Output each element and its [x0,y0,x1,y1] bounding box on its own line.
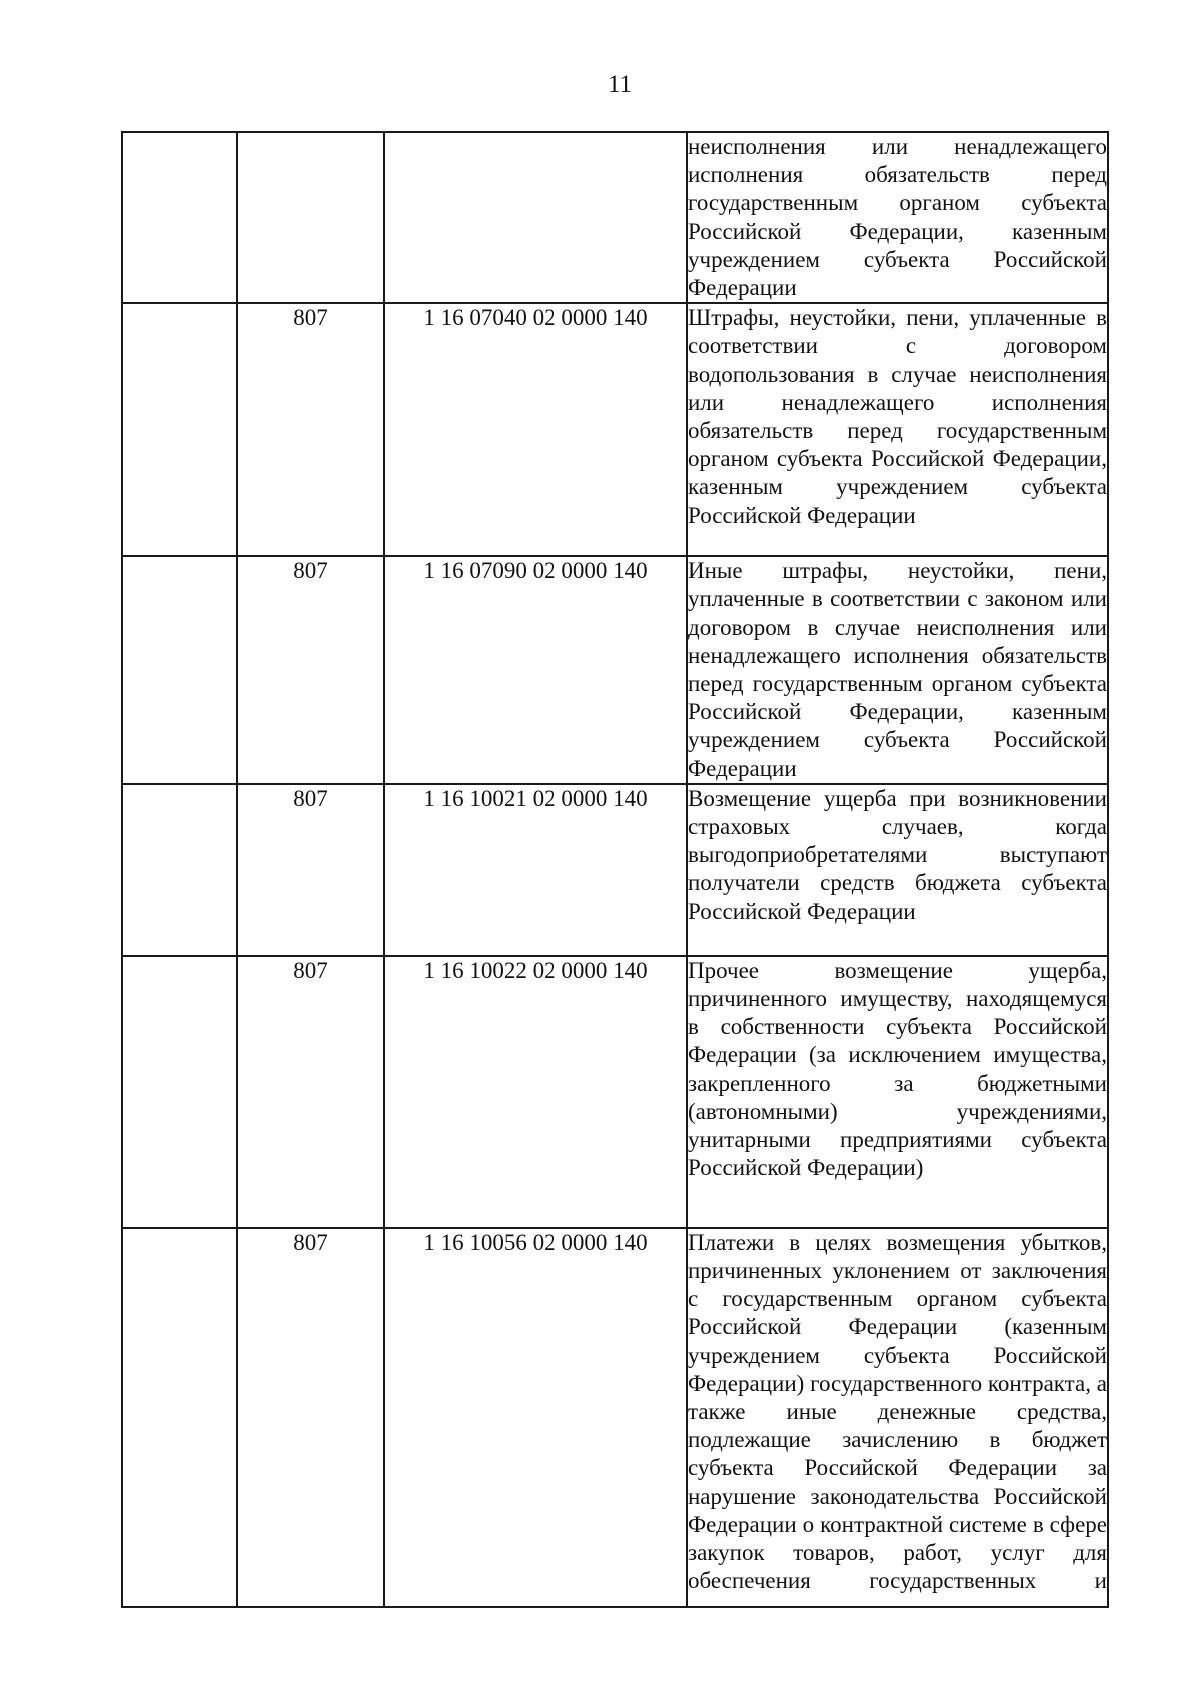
description-text: Платежи в целях возмещения убытков, причиненных уклонением от заключения с государственным органом субъекта Российской Федерации (казенным учреждением субъекта Российской Федерации) государственного контракта, а также иные денежные средства, подлежащие зачислению в бюджет субъекта Российской Федерации за нарушение законодательства Российской Федерации о контрактной системе в сфере закупок товаров, работ, услуг для обеспечения государственных и [688,1229,1107,1594]
description-text: Возмещение ущерба при возникновении страховых случаев, когда выгодоприобретателями выступают получатели средств бюджета субъекта Российской Федерации [688,785,1107,924]
admin-code-cell: 807 [237,303,384,556]
table-row [122,956,1108,1228]
description-cell [687,132,1108,303]
kbk-code-cell [384,132,687,303]
description-cell [687,1228,1108,1607]
table-row [122,1228,1108,1607]
kbk-code-cell: 1 16 10022 02 0000 140 [384,956,687,1228]
table-row [122,556,1108,784]
income-codes-table [121,131,1109,1608]
row-index-cell [122,1228,237,1607]
admin-code-cell: 807 [237,1228,384,1607]
description-cell [687,556,1108,784]
kbk-code-cell: 1 16 07040 02 0000 140 [384,303,687,556]
admin-code-cell: 807 [237,784,384,956]
description-cell [687,956,1108,1228]
table-row [122,132,1108,303]
kbk-code-cell: 1 16 10056 02 0000 140 [384,1228,687,1607]
page-number: 11 [607,71,633,98]
row-index-cell [122,956,237,1228]
description-text: Штрафы, неустойки, пени, уплаченные в соответствии с договором водопользования в случае неисполнения или ненадлежащего исполнения обязательств перед государственным органом субъекта Российской Федерации, казенным учреждением субъекта Российской Федерации [688,305,1107,528]
admin-code-cell [237,132,384,303]
description-cell [687,303,1108,556]
description-text: Иные штрафы, неустойки, пени, уплаченные в соответствии с законом или договором в случае неисполнения или ненадлежащего исполнения обязательств перед государственным органом субъекта Российской Федерации, казенным учреждением субъекта Российской Федерации [688,558,1107,781]
description-text: неисполнения или ненадлежащего исполнения обязательств перед государственным органом субъекта Российской Федерации, казенным учреждением субъекта Российской Федерации [688,134,1107,301]
row-index-cell [122,303,237,556]
admin-code-cell: 807 [237,556,384,784]
row-index-cell [122,784,237,956]
kbk-code-cell: 1 16 07090 02 0000 140 [384,556,687,784]
row-index-cell [122,132,237,303]
table-row [122,303,1108,556]
kbk-code-cell: 1 16 10021 02 0000 140 [384,784,687,956]
description-text: Прочее возмещение ущерба, причиненного имуществу, находящемуся в собственности субъекта Российской Федерации (за исключением имущества, закрепленного за бюджетными (автономными) учреждениями, унитарными предприятиями субъекта Российской Федерации) [688,957,1107,1181]
admin-code-cell: 807 [237,956,384,1228]
description-cell [687,784,1108,956]
row-index-cell [122,556,237,784]
table-row [122,784,1108,956]
